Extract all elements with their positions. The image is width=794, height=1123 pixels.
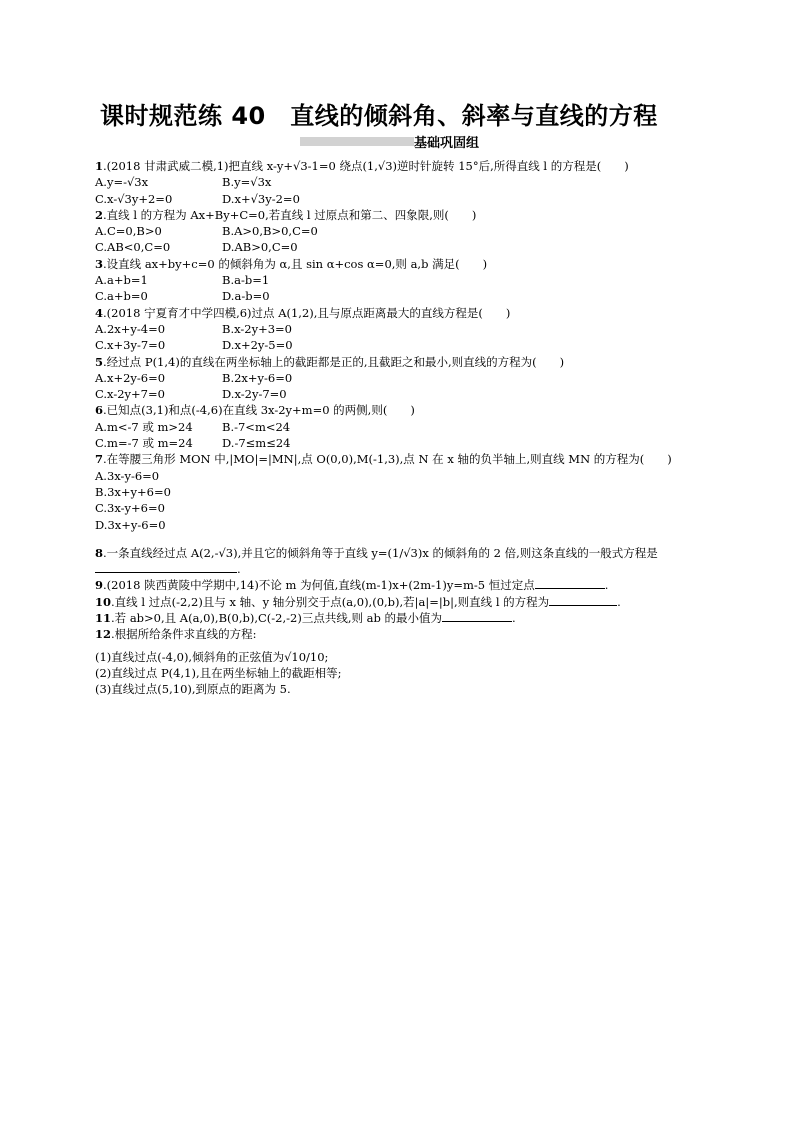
options-row: [95, 370, 707, 386]
question-text: .设直线 ax+by+c=0 的倾斜角为 α,且 sin α+cos α=0,则 a,b 满足( ): [103, 256, 488, 271]
question-text: .已知点(3,1)和点(-4,6)在直线 3x-2y+m=0 的两侧,则( ): [103, 403, 415, 418]
option-a: A.m<-7 或 m>24: [95, 419, 193, 434]
option-c: C.x+3y-7=0: [95, 338, 166, 353]
option-b: B.-7<m<24: [222, 419, 291, 434]
option-d: D.x-2y-7=0: [222, 387, 287, 402]
question-3: [95, 256, 707, 272]
question-text: .直线 l 的方程为 Ax+By+C=0,若直线 l 过原点和第二、四象限,则( ): [103, 207, 477, 222]
question-number: 11: [95, 611, 112, 626]
question-text: .(2018 陕西黄陵中学期中,14)不论 m 为何值,直线(m-1)x+(2m-1)y=m-5 恒过定点: [103, 578, 535, 593]
option-c: C.x-√3y+2=0: [95, 191, 173, 206]
option-c: C.3x-y+6=0: [95, 501, 165, 516]
question-text-end: .: [617, 594, 621, 609]
question-list: [95, 158, 707, 698]
option-a: A.x+2y-6=0: [95, 370, 166, 385]
question-number: 8: [95, 545, 104, 560]
option-b: B.A>0,B>0,C=0: [222, 224, 318, 239]
question-11: [95, 610, 707, 626]
question-7: [95, 451, 707, 467]
options-row: [95, 386, 707, 402]
options-row: [95, 223, 707, 239]
question-number: 6: [95, 403, 104, 418]
question-number: 10: [95, 594, 112, 609]
question-12-part-1: (1)直线过点(-4,0),倾斜角的正弦值为√10/10;: [95, 649, 329, 664]
option-b: B.y=√3x: [222, 175, 272, 190]
option-d: D.x+2y-5=0: [222, 338, 293, 353]
question-2: [95, 207, 707, 223]
option-c: C.a+b=0: [95, 289, 148, 304]
question-text: .经过点 P(1,4)的直线在两坐标轴上的截距都是正的,且截距之和最小,则直线的方程为( ): [103, 354, 565, 369]
section-heading: 基础巩固组: [414, 136, 480, 151]
answer-blank[interactable]: [549, 594, 617, 606]
page-title: 课时规范练 40 直线的倾斜角、斜率与直线的方程: [100, 102, 658, 130]
option-b: B.2x+y-6=0: [222, 370, 293, 385]
question-12-part-3: (3)直线过点(5,10),到原点的距离为 5.: [95, 682, 291, 697]
question-text: .一条直线经过点 A(2,-√3),并且它的倾斜角等于直线 y=(1/√3)x 的倾斜角的 2 倍,则这条直线的一般式方程是: [103, 545, 658, 560]
option-d: D.AB>0,C=0: [222, 240, 298, 255]
question-number: 12: [95, 627, 112, 642]
question-12-part-2: (2)直线过点 P(4,1),且在两坐标轴上的截距相等;: [95, 665, 342, 680]
question-number: 3: [95, 256, 104, 271]
question-4: [95, 305, 707, 321]
option-a: A.a+b=1: [95, 273, 148, 288]
question-text: .(2018 宁夏育才中学四模,6)过点 A(1,2),且与原点距离最大的直线方程是( ): [103, 305, 511, 320]
options-row: [95, 435, 707, 451]
question-5: [95, 354, 707, 370]
question-text: .在等腰三角形 MON 中,|MO|=|MN|,点 O(0,0),M(-1,3),点 N 在 x 轴的负半轴上,则直线 MN 的方程为( ): [103, 452, 672, 467]
question-text: .直线 l 过点(-2,2)且与 x 轴、y 轴分别交于点(a,0),(0,b),若|a|=|b|,则直线 l 的方程为: [111, 594, 550, 609]
question-10: [95, 594, 707, 610]
option-a: A.y=-√3x: [95, 175, 149, 190]
question-text: .(2018 甘肃武威二模,1)把直线 x-y+√3-1=0 绕点(1,√3)逆时针旋转 15°后,所得直线 l 的方程是( ): [103, 159, 629, 173]
option-d: D.a-b=0: [222, 289, 270, 304]
options-row: [95, 288, 707, 304]
question-12: [95, 626, 707, 642]
option-c: C.m=-7 或 m=24: [95, 436, 193, 451]
question-number: 2: [95, 207, 104, 222]
options-row: [95, 337, 707, 353]
question-number: 4: [95, 305, 104, 320]
question-text-end: .: [512, 611, 516, 626]
option-b: B.a-b=1: [222, 273, 270, 288]
options-row: [95, 239, 707, 255]
option-d: D.3x+y-6=0: [95, 517, 166, 532]
option-d: D.x+√3y-2=0: [222, 191, 300, 206]
option-a: A.3x-y-6=0: [95, 468, 160, 483]
option-d: D.-7≤m≤24: [222, 436, 291, 451]
option-c: C.x-2y+7=0: [95, 387, 165, 402]
option-b: B.x-2y+3=0: [222, 321, 292, 336]
options-row: [95, 321, 707, 337]
option-c: C.AB<0,C=0: [95, 240, 171, 255]
question-6: [95, 402, 707, 418]
question-text: .根据所给条件求直线的方程:: [111, 627, 257, 642]
question-8: [95, 545, 707, 578]
section-header-bar: [300, 137, 414, 146]
options-row: [95, 191, 707, 207]
question-number: 9: [95, 578, 104, 593]
question-text-end: .: [237, 562, 241, 577]
question-text-end: .: [604, 578, 609, 593]
options-row: [95, 272, 707, 288]
question-9: [95, 577, 707, 593]
question-number: 1: [95, 159, 104, 173]
question-number: 7: [95, 452, 104, 467]
question-number: 5: [95, 354, 104, 369]
options-row: [95, 174, 707, 190]
question-text: .若 ab>0,且 A(a,0),B(0,b),C(-2,-2)三点共线,则 ab 的最小值为: [111, 611, 442, 626]
option-a: A.C=0,B>0: [95, 224, 162, 239]
answer-blank[interactable]: [442, 610, 512, 622]
options-row: [95, 419, 707, 435]
answer-blank[interactable]: [95, 561, 237, 573]
option-a: A.2x+y-4=0: [95, 321, 166, 336]
answer-blank[interactable]: [535, 577, 605, 589]
option-b: B.3x+y+6=0: [95, 484, 171, 499]
question-1: [95, 158, 707, 174]
